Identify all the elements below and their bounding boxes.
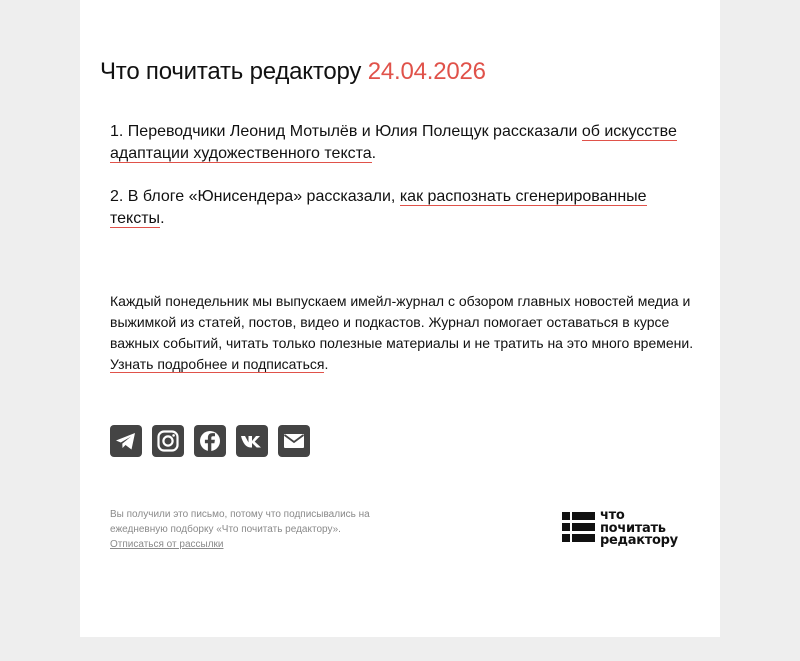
- news-item-text: 1. Переводчики Леонид Мотылёв и Юлия Полещук рассказали: [110, 123, 582, 140]
- news-item: [110, 186, 695, 230]
- mail-icon[interactable]: [278, 425, 310, 457]
- social-links: [110, 425, 310, 457]
- about-text: Каждый понедельник мы выпускаем имейл-журнал с обзором главных новостей медиа и выжимкой из статей, постов, видео и подкастов. Журнал помогает оставаться в курсе важных событий, читать только полезные материалы и не тратить на это много времени.: [110, 293, 694, 351]
- logo-wordmark: [600, 510, 678, 548]
- footer-notice: [110, 507, 410, 552]
- about-paragraph: [110, 291, 695, 375]
- logo-line: редактору: [600, 533, 678, 548]
- subscribe-link[interactable]: Узнать подробнее и подписаться: [110, 356, 325, 372]
- title-date: 24.04.2026: [367, 58, 486, 85]
- vk-icon[interactable]: [236, 425, 268, 457]
- news-item-link[interactable]: об искусстве адаптации художественного текста: [110, 123, 677, 162]
- news-item-link[interactable]: как распознать сгенерированные тексты: [110, 188, 647, 227]
- facebook-icon[interactable]: [194, 425, 226, 457]
- brand-logo: [562, 510, 692, 550]
- title-text: Что почитать редактору: [100, 58, 362, 85]
- news-item-text: 2. В блоге «Юнисендера» рассказали,: [110, 188, 400, 205]
- telegram-icon[interactable]: [110, 425, 142, 457]
- news-item: [110, 121, 695, 165]
- email-card: [80, 0, 720, 637]
- unsubscribe-link[interactable]: Отписаться от рассылки: [110, 539, 224, 550]
- logo-line: что: [600, 508, 625, 523]
- about-suffix: .: [324, 356, 329, 372]
- footer-notice-text: Вы получили это письмо, потому что подписывались на ежедневную подборку «Что почитать редактору».: [110, 509, 370, 535]
- news-item-suffix: .: [371, 145, 377, 162]
- logo-line: почитать: [600, 520, 666, 536]
- instagram-icon[interactable]: [152, 425, 184, 457]
- news-item-suffix: .: [160, 210, 165, 227]
- page-title: [100, 58, 486, 86]
